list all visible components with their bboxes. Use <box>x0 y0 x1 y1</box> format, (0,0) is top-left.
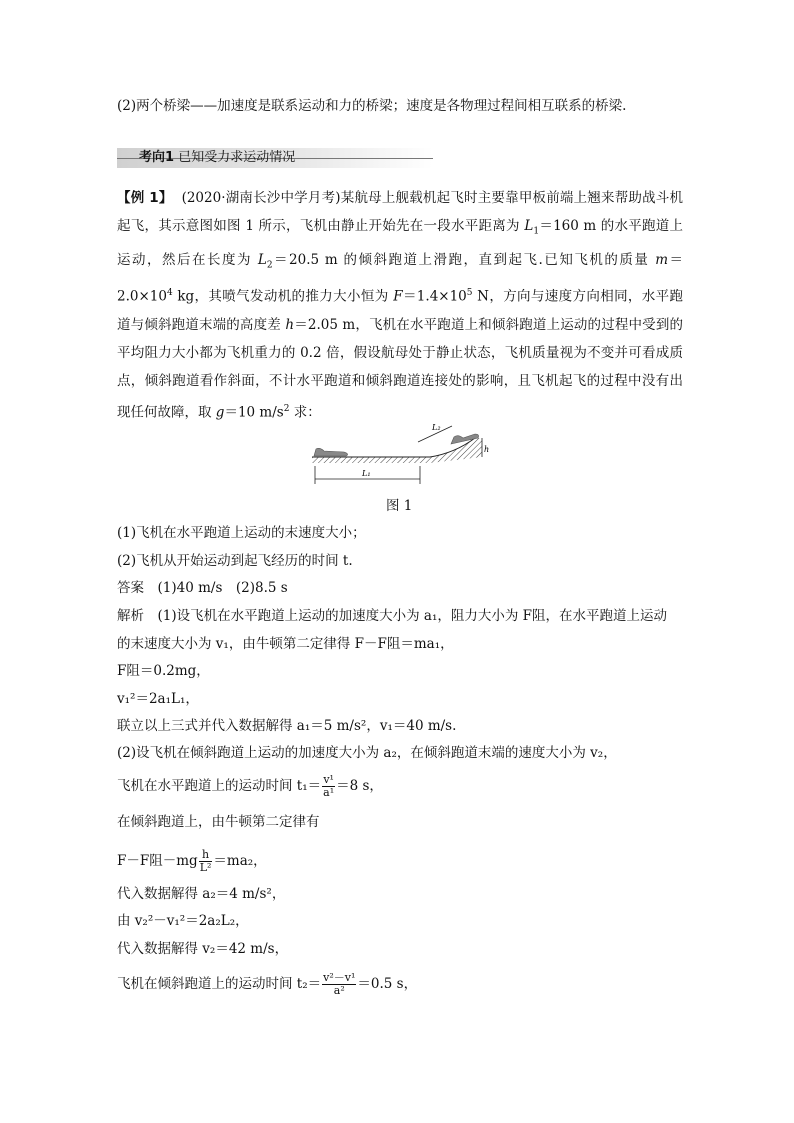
answer-text: (1)40 m/s (2)8.5 s <box>157 580 288 596</box>
analysis-label: 解析 <box>117 608 144 624</box>
example-source: (2020·湖南长沙中学月考) <box>181 190 341 206</box>
analysis-line-2: F阻＝0.2mg， <box>117 663 210 679</box>
fraction-t1-den: a¹ <box>323 786 335 799</box>
answer-line <box>117 578 288 598</box>
fraction-t2-num: v²－v¹ <box>323 971 356 984</box>
example-l1: ＝160 m 的水平跑道上运动，然后在长度为 <box>117 218 684 268</box>
analysis-line-1a <box>117 606 667 626</box>
analysis-line-1b: 的末速度大小为 v₁，由牛顿第二定律得 F－F阻＝ma₁， <box>117 636 454 652</box>
flat-runway-hatch <box>312 457 430 463</box>
analysis-text-12: 飞机在倾斜跑道上的运动时间 t₂＝ <box>117 976 322 992</box>
analysis-line-12 <box>117 972 417 997</box>
fraction-t2 <box>322 972 356 997</box>
example-g: ＝10 m/s <box>224 404 284 421</box>
analysis-text-12-post: ＝0.5 s， <box>357 976 418 992</box>
question-2: (2)飞机从开始运动到起飞经历的时间 t. <box>117 553 353 569</box>
analysis-line-7: 在倾斜跑道上，由牛顿第二定律有 <box>117 814 320 830</box>
analysis-text-8: F－F阻－mg <box>117 853 198 869</box>
fraction-h-l2-num: h <box>199 849 213 862</box>
fraction-t1-num: v¹ <box>323 773 334 786</box>
analysis-text-8-post: ＝ma₂， <box>213 853 267 869</box>
h-label: h <box>484 445 490 454</box>
fraction-t1 <box>322 774 335 799</box>
analysis-line-4: 联立以上三式并代入数据解得 a₁＝5 m/s²，v₁＝40 m/s. <box>117 718 457 734</box>
l2-label: L₂ <box>432 423 441 432</box>
analysis-line-5: (2)设飞机在倾斜跑道上运动的加速度大小为 a₂，在倾斜跑道末端的速度大小为 v₂， <box>117 745 617 761</box>
runway-diagram <box>310 420 492 492</box>
l1-label: L₁ <box>362 469 371 478</box>
example-f: ＝1.4×10 <box>402 288 467 305</box>
example-h: ＝2.05 m，飞机在水平跑道上和倾斜跑道上运动的过程中受到的平均阻力大小都为飞机重力的 0.2 倍，假设航母处于静止状态，飞机质量视为不变并可看成质点，倾斜跑道看作斜面，不计水平跑道和倾斜跑道连接处的影响，且飞机起飞的过程中没有出现任何故障，取 <box>117 316 683 421</box>
analysis-text-6: 飞机在水平跑道上的运动时间 t₁＝ <box>117 778 322 794</box>
section-label <box>135 149 299 167</box>
example-text-1: 某航母上舰载机起飞时主要靠甲板前端上翘来帮助战斗机起飞，其示意图如图 1 所示，飞机由静止开始先在一段水平距离为 <box>117 190 684 234</box>
question-1: (1)飞机在水平跑道上运动的末速度大小； <box>117 525 366 541</box>
fraction-t2-den: a² <box>333 984 345 997</box>
example-label: 【例 1】 <box>117 190 173 206</box>
analysis-line-11: 代入数据解得 v₂＝42 m/s， <box>117 941 289 957</box>
analysis-line-10: 由 v₂²－v₁²＝2a₂L₂， <box>117 913 249 929</box>
example-l2: ＝20.5 m 的倾斜跑道上滑跑，直到起飞.已知飞机的质量 <box>272 251 656 268</box>
analysis-line-9: 代入数据解得 a₂＝4 m/s²， <box>117 886 286 902</box>
section-title: 已知受力求运动情况 <box>178 150 296 165</box>
fraction-h-l2-den: L² <box>199 861 212 874</box>
section-header <box>117 148 433 168</box>
intro-line: (2)两个桥梁——加速度是联系运动和力的桥梁；速度是各物理过程间相互联系的桥梁. <box>117 98 627 114</box>
figure-caption: 图 1 <box>386 498 413 514</box>
analysis-text-1a: (1)设飞机在水平跑道上运动的加速度大小为 a₁，阻力大小为 F阻，在水平跑道上运动 <box>157 608 668 624</box>
section-tag: 考向1 <box>139 150 175 165</box>
analysis-text-6-post: ＝8 s， <box>336 778 383 794</box>
plane-start-icon <box>314 448 348 456</box>
example-f-unit: N，方向与速度方向相同，水平跑道与倾斜跑道末端的高度差 <box>117 288 684 333</box>
analysis-line-3: v₁²＝2a₁L₁， <box>117 691 199 707</box>
answer-label: 答案 <box>117 580 144 596</box>
example-m: ＝2.0×10 <box>117 251 684 305</box>
example-m-unit: kg，其喷气发动机的推力大小恒为 <box>172 288 394 305</box>
analysis-line-8 <box>117 849 267 874</box>
example-paragraph: 【例 1】 (2020·湖南长沙中学月考)某航母上舰载机起飞时主要靠甲板前端上翘来帮助战斗机起飞，其示意图如图 1 所示，飞机由静止开始先在一段水平距离为 $L_1=160$ m 的水平跑道上运动，然后在长度为 $L_2=20.5$ m 的倾斜跑道上滑跑，直到起飞.已知飞机的质量 $m=2.0\times 10^4$ kg，其喷气发动机的推力大小恒为 $F=1.4\times 10^5$ N，方向与速度方向相同，水平跑道与倾斜跑道末端的高度差 h＝2.05 m，飞机在水平跑道上和倾斜跑道上运动的过程中受到的平均阻力大小都为飞机重力的 0.2 倍，假设航母处于静止状态，飞机质量视为不变并可看成质点，倾斜跑道看作斜面，不计水平跑道和倾斜跑道连接处的影响，且飞机起飞的过程中没有出现任何故障，取 g＝10 $m/s^2$ 求： <box>117 190 684 421</box>
fraction-h-l2 <box>199 849 213 874</box>
example-g-tail: 求： <box>289 404 321 421</box>
analysis-line-6 <box>117 774 383 799</box>
